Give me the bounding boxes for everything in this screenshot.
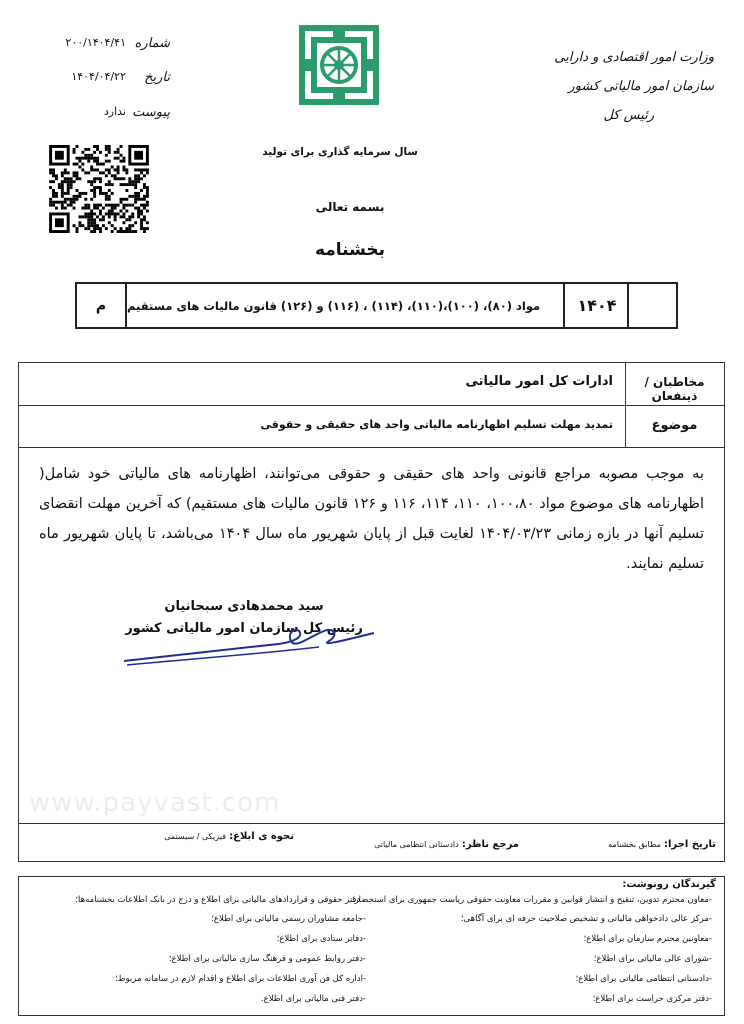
notify-label: نحوه ی ابلاغ: <box>229 831 294 842</box>
cc-right-item: -دادستانی انتظامی مالیاتی برای اطلاع؛ <box>575 974 712 984</box>
divider <box>19 823 724 824</box>
date-value: ۱۴۰۴/۰۴/۲۲ <box>71 70 126 83</box>
cc-right-item: -معاونین محترم سازمان برای اطلاع؛ <box>583 934 712 944</box>
bulletin-number-strip <box>75 282 678 329</box>
date-label: تاریخ <box>144 70 170 85</box>
bulletin-articles: مواد (۸۰)، (۱۰۰)،(۱۱۰)، (۱۱۴) ، (۱۱۶) و (۱۲۶) قانون مالیات های مستقیم <box>125 284 563 327</box>
ministry-line: وزارت امور اقتصادی و دارایی <box>554 50 714 65</box>
signatory-title: رئیس کل سازمان امور مالیاتی کشور <box>125 621 363 636</box>
notify-value: فیزیکی / سیستمی <box>164 832 226 841</box>
cc-left-item: -دفتر روابط عمومی و فرهنگ سازی مالیاتی برای اطلاع؛ <box>168 954 366 964</box>
bulletin-year: ۱۴۰۴ <box>563 284 629 327</box>
signatory-name: سید محمدهادی سبحانیان <box>164 599 324 614</box>
subject-label: موضوع <box>651 418 698 433</box>
signature-scribble <box>119 615 379 675</box>
exec-date-value: مطابق بخشنامه <box>608 840 661 849</box>
attachment-row <box>40 105 170 125</box>
cc-left-item: -دفتر فنی مالیاتی برای اطلاع. <box>260 994 366 1004</box>
divider <box>19 405 724 406</box>
cc-right-item: -شورای عالی مالیاتی برای اطلاع؛ <box>593 954 712 964</box>
addressees-value: ادارات کل امور مالیاتی <box>465 374 613 389</box>
notification-method <box>159 831 294 842</box>
tax-organization-logo <box>296 22 382 108</box>
organization-line: سازمان امور مالیاتی کشور <box>568 79 714 94</box>
watermark: www.payvast.com <box>29 788 281 818</box>
bulletin-code: م <box>95 297 107 314</box>
president-line: رئیس کل <box>603 108 654 123</box>
cc-right-item: -دفتر مرکزی حراست برای اطلاع؛ <box>592 994 712 1004</box>
attachment-value: ندارد <box>103 105 126 118</box>
cc-left-item: -اداره کل فن آوری اطلاعات برای اطلاع و اقدام لازم در سامانه مربوط؛ <box>114 974 366 984</box>
cc-right-item: -معاون محترم تدوین، تنقیح و انتشار قوانین و مقررات معاونت حقوقی ریاست جمهوری برای استحضار؛ <box>351 895 712 905</box>
attachment-label: پیوست <box>132 105 170 120</box>
qr-code-icon <box>48 145 150 233</box>
reference-value: دادستانی انتظامی مالیاتی <box>374 840 459 849</box>
subject-value: تمدید مهلت تسلیم اظهارنامه مالیاتی واحد های حقیقی و حقوقی <box>260 418 613 431</box>
divider <box>19 447 724 448</box>
year-slogan: سال سرمایه گذاری برای تولید <box>262 146 418 158</box>
cc-recipients-box <box>18 876 725 1016</box>
cc-title: گیرندگان رونوشت: <box>622 879 716 890</box>
cc-left-item: - دفتر حقوقی و قراردادهای مالیاتی برای اطلاع و درج در بانک اطلاعات بخشنامه‌ها؛ <box>75 895 366 905</box>
bulletin-body-text: به موجب مصوبه مراجع قانونی واحد های حقیقی و حقوقی می‌توانند، اظهارنامه های مالیاتی خود شامل( اظهارنامه های موضوع مواد ۱۰۰،۸۰، ۱۱۰، ۱۱۴، ۱۱۶ و ۱۲۶ قانون مالیات های مستقیم) که آخرین مهلت انقضای تسلیم آنها در بازه زمانی ۱۴۰۴/۰۳/۲۳ لغایت قبل از پایان شهریور ماه سال ۱۴۰۴ می‌باشد، تا پایان شهریور ماه تسلیم نمایند. <box>39 466 704 572</box>
bulletin-blank-cell <box>627 284 678 327</box>
ministry-heading <box>534 50 714 137</box>
bulletin-main-box <box>18 362 725 862</box>
document-type-title: بخشنامه <box>314 240 386 260</box>
date-row <box>40 70 170 90</box>
reference-label: مرجع ناظر: <box>461 839 519 850</box>
cc-left-item: -دفاتر ستادی برای اطلاع؛ <box>276 934 366 944</box>
number-row <box>40 36 170 56</box>
cc-right-item: -مرکز عالی دادخواهی مالیاتی و تشخیص صلاحیت حرفه ای برای آگاهی؛ <box>460 914 712 924</box>
execution-date <box>496 839 716 850</box>
addressees-label: مخاطبان / ذینفعان <box>644 375 705 403</box>
number-label: شماره <box>134 36 170 51</box>
cc-left-item: -جامعه مشاوران رسمی مالیاتی برای اطلاع؛ <box>211 914 366 924</box>
reference-authority <box>289 839 519 850</box>
exec-date-label: تاریخ اجرا: <box>664 839 716 850</box>
number-value: ۲۰۰/۱۴۰۴/۴۱ <box>65 36 126 49</box>
bismillah: بسمه تعالی <box>315 200 385 214</box>
